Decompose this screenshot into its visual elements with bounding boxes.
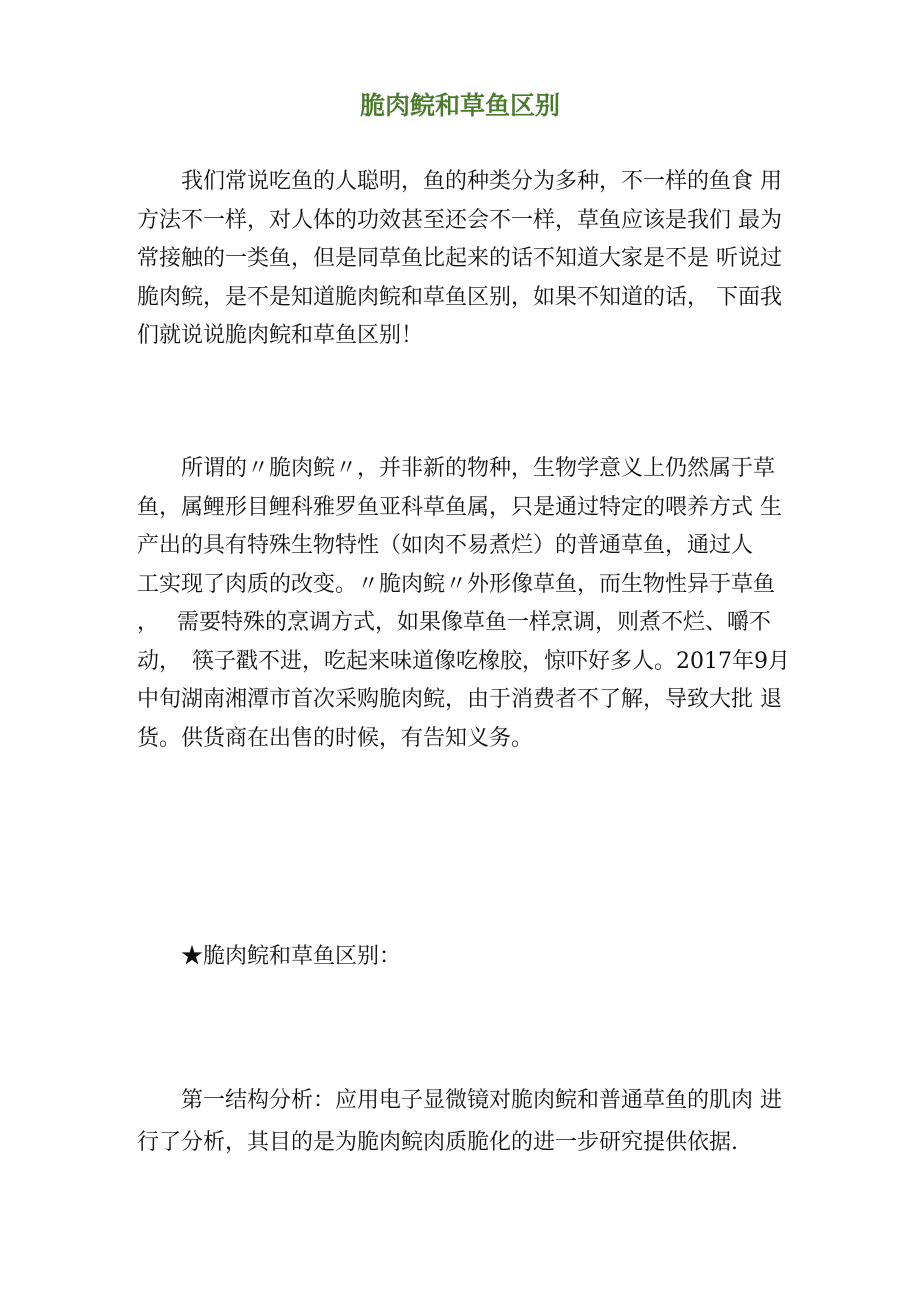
paragraph-definition xyxy=(137,450,797,758)
paragraph-intro xyxy=(137,163,797,356)
text-line: 方法不一样，对人体的功效甚至还会不一样，草鱼应该是我们 最为 xyxy=(137,207,782,233)
text-line: ， 需要特殊的烹调方式，如果像草鱼一样烹调，则煮不烂、嚼不 xyxy=(137,610,771,635)
section-heading xyxy=(137,938,797,977)
paragraph-structure-analysis xyxy=(137,1082,797,1166)
text-line: 工实现了肉质的改变。〃脆肉鲩〃外形像草鱼，而生物性异于草鱼 xyxy=(137,571,776,597)
text-line: 我们常说吃鱼的人聪明，鱼的种类分为多种，不一样的鱼食 用 xyxy=(137,169,782,194)
page-title: 脆肉鲩和草鱼区别 xyxy=(359,91,560,120)
text-line: 动， 筷子戳不进，吃起来味道像吃橡胶，惊吓好多人。2017年9月 xyxy=(137,648,790,674)
text-line: 第一结构分析：应用电子显微镜对脆肉鲩和普通草鱼的肌肉 进 xyxy=(137,1088,782,1113)
text-line: 行了分析，其目的是为脆肉鲩肉质脆化的进一步研究提供依据. xyxy=(137,1130,738,1155)
text-line: 产出的具有特殊生物特性（如肉不易煮烂）的普通草鱼，通过人 xyxy=(137,533,754,558)
text-line: 们就说说脆肉鲩和草鱼区别！ xyxy=(137,323,424,348)
text-line: 所谓的〃脆肉鲩〃，并非新的物种，生物学意义上仍然属于草 xyxy=(137,456,776,481)
text-line: 常接触的一类鱼，但是同草鱼比起来的话不知道大家是不是 听说过 xyxy=(137,246,782,271)
text-line: 货。供货商在出售的时候，有告知义务。 xyxy=(137,725,534,751)
text-line: 脆肉鲩，是不是知道脆肉鲩和草鱼区别，如果不知道的话， 下面我 xyxy=(137,284,782,310)
text-line: ★脆肉鲩和草鱼区别： xyxy=(137,944,402,969)
text-line: 中旬湖南湘潭市首次采购脆肉鲩，由于消费者不了解，导致大批 退 xyxy=(137,687,782,712)
text-line: 鱼，属鲤形目鲤科雅罗鱼亚科草鱼属，只是通过特定的喂养方式 生 xyxy=(137,494,782,520)
